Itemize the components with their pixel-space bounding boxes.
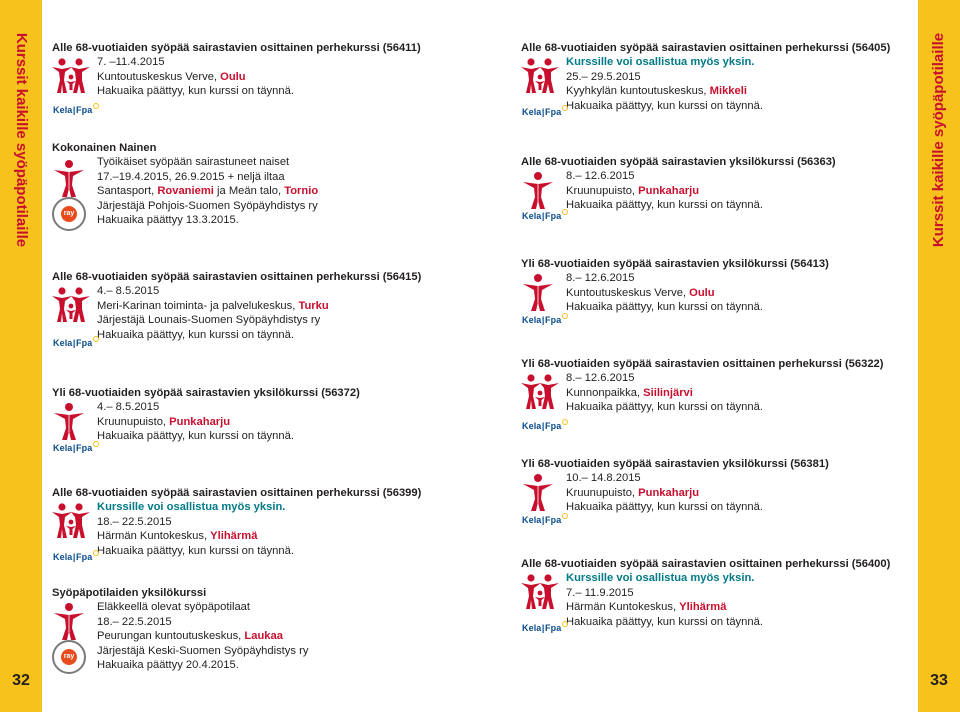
- course-organizer: Järjestäjä Lounais-Suomen Syöpäyhdistys ry: [97, 314, 321, 327]
- course-deadline: Hakuaika päättyy 13.3.2015.: [97, 214, 239, 227]
- course-dates: 25.– 29.5.2015: [566, 70, 641, 83]
- course-title: Yli 68-vuotiaiden syöpää sairastavien osittainen perhekurssi (56322): [521, 358, 884, 370]
- course-dates: 7. –11.4.2015: [97, 56, 165, 69]
- family-icon: [52, 57, 92, 101]
- course-entry-56405: Alle 68-vuotiaiden syöpää sairastavien osittainen perhekurssi (56405) Kela|Fpa Kurssille voi osallistua myös yksin. 25.– 29.5.2015 Kyyhkylän kuntoutuskeskus, Mikkeli Hakuaika päättyy, kun kurssi on täynnä.: [521, 42, 891, 117]
- fpa-text: Fpa: [545, 315, 562, 325]
- person-icon: [521, 273, 555, 317]
- fpa-text: Fpa: [545, 211, 562, 221]
- kela-text: Kela: [522, 211, 542, 221]
- kela-text: Kela: [522, 421, 542, 431]
- course-deadline: Hakuaika päättyy, kun kurssi on täynnä.: [566, 99, 763, 112]
- course-title: Alle 68-vuotiaiden syöpää sairastavien yksilökurssi (56363): [521, 156, 836, 168]
- course-dates: 17.–19.4.2015, 26.9.2015 + neljä iltaa: [97, 170, 285, 183]
- family-icon: [52, 286, 92, 330]
- course-title: Yli 68-vuotiaiden syöpää sairastavien yksilökurssi (56413): [521, 258, 829, 270]
- course-location: Kruunupuisto, Punkaharju: [97, 415, 231, 428]
- page-number-left: 32: [12, 672, 30, 689]
- course-note: Kurssille voi osallistua myös yksin.: [97, 501, 286, 514]
- family-icon: [521, 57, 561, 101]
- course-dates: 18.– 22.5.2015: [97, 515, 172, 528]
- course-deadline: Hakuaika päättyy, kun kurssi on täynnä.: [97, 85, 294, 98]
- course-entry-56400: Alle 68-vuotiaiden syöpää sairastavien osittainen perhekurssi (56400) Kela|Fpa Kurssille voi osallistua myös yksin. 7.– 11.9.2015 Härmän Kuntokeskus, Ylihärmä Hakuaika päättyy, kun kurssi on täynnä.: [521, 558, 891, 633]
- course-title: Yli 68-vuotiaiden syöpää sairastavien yksilökurssi (56381): [521, 458, 829, 470]
- fpa-text: Fpa: [76, 105, 93, 115]
- course-deadline: Hakuaika päättyy, kun kurssi on täynnä.: [97, 328, 294, 341]
- fpa-text: Fpa: [545, 515, 562, 525]
- kela-text: Kela: [53, 552, 73, 562]
- course-location: Kruunupuisto, Punkaharju: [566, 486, 700, 499]
- ray-text: ray: [61, 206, 77, 222]
- course-deadline: Hakuaika päättyy, kun kurssi on täynnä.: [566, 301, 763, 314]
- course-organizer: Järjestäjä Keski-Suomen Syöpäyhdistys ry: [97, 644, 309, 657]
- course-location: Kuntoutuskeskus Verve, Oulu: [97, 70, 246, 83]
- course-note: Kurssille voi osallistua myös yksin.: [566, 572, 755, 585]
- left-side-bar: [0, 0, 42, 712]
- family-icon: [521, 373, 561, 417]
- course-location: Kruunupuisto, Punkaharju: [566, 184, 700, 197]
- course-title: Yli 68-vuotiaiden syöpää sairastavien yksilökurssi (56372): [52, 387, 360, 399]
- kela-text: Kela: [522, 315, 542, 325]
- fpa-text: Fpa: [545, 107, 562, 117]
- fpa-text: Fpa: [76, 338, 93, 348]
- kela-text: Kela: [53, 338, 73, 348]
- course-location: Härmän Kuntokeskus, Ylihärmä: [566, 601, 727, 614]
- fpa-text: Fpa: [76, 552, 93, 562]
- course-location: Santasport, Rovaniemi ja Meän talo, Tornio: [97, 185, 319, 198]
- course-location: Kyyhkylän kuntoutuskeskus, Mikkeli: [566, 85, 747, 98]
- course-title: Alle 68-vuotiaiden syöpää sairastavien osittainen perhekurssi (56415): [52, 271, 422, 283]
- course-location: Meri-Karinan toiminta- ja palvelukeskus, Turku: [97, 299, 329, 312]
- course-title: Alle 68-vuotiaiden syöpää sairastavien osittainen perhekurssi (56411): [52, 42, 421, 54]
- right-side-bar: [918, 0, 960, 712]
- course-dates: 18.– 22.5.2015: [97, 615, 172, 628]
- course-entry-56322: Yli 68-vuotiaiden syöpää sairastavien osittainen perhekurssi (56322) Kela|Fpa 8.– 12.6.2015 Kunnonpaikka, Siilinjärvi Hakuaika päättyy, kun kurssi on täynnä.: [521, 358, 884, 431]
- course-deadline: Hakuaika päättyy, kun kurssi on täynnä.: [566, 501, 763, 514]
- course-entry-56413: Yli 68-vuotiaiden syöpää sairastavien yksilökurssi (56413) Kela|Fpa 8.– 12.6.2015 Kuntoutuskeskus Verve, Oulu Hakuaika päättyy, kun kurssi on täynnä.: [521, 258, 829, 325]
- kela-text: Kela: [53, 105, 73, 115]
- course-title: Kokonainen Nainen: [52, 142, 157, 154]
- fpa-text: Fpa: [545, 421, 562, 431]
- course-audience: Eläkkeellä olevat syöpäpotilaat: [97, 601, 250, 614]
- course-deadline: Hakuaika päättyy, kun kurssi on täynnä.: [566, 615, 763, 628]
- kela-text: Kela: [53, 443, 73, 453]
- course-title: Alle 68-vuotiaiden syöpää sairastavien osittainen perhekurssi (56400): [521, 558, 891, 570]
- course-deadline: Hakuaika päättyy, kun kurssi on täynnä.: [566, 199, 763, 212]
- course-entry-56372: Yli 68-vuotiaiden syöpää sairastavien yksilökurssi (56372) Kela|Fpa 4.– 8.5.2015 Kruunupuisto, Punkaharju Hakuaika päättyy, kun kurssi on täynnä.: [52, 387, 360, 453]
- course-organizer: Järjestäjä Pohjois-Suomen Syöpäyhdistys ry: [97, 199, 318, 212]
- page-number-right: 33: [930, 672, 948, 689]
- course-location: Peurungan kuntoutuskeskus, Laukaa: [97, 630, 283, 643]
- person-icon: [52, 402, 86, 446]
- course-location: Härmän Kuntokeskus, Ylihärmä: [97, 530, 258, 543]
- course-dates: 7.– 11.9.2015: [566, 586, 634, 599]
- family-icon: [52, 502, 92, 546]
- course-dates: 8.– 12.6.2015: [566, 372, 635, 385]
- ray-text: ray: [61, 649, 77, 665]
- kela-text: Kela: [522, 515, 542, 525]
- course-location: Kuntoutuskeskus Verve, Oulu: [566, 286, 715, 299]
- course-title: Alle 68-vuotiaiden syöpää sairastavien osittainen perhekurssi (56405): [521, 42, 891, 54]
- course-entry-56415: Alle 68-vuotiaiden syöpää sairastavien osittainen perhekurssi (56415) Kela|Fpa 4.– 8.5.2015 Meri-Karinan toiminta- ja palvelukeskus, Turku Järjestäjä Lounais-Suomen Syöpäyhdistys ry Hakuaika päättyy, kun kurssi on täynnä.: [52, 271, 422, 348]
- course-dates: 4.– 8.5.2015: [97, 285, 160, 298]
- kela-text: Kela: [522, 623, 542, 633]
- fpa-text: Fpa: [545, 623, 562, 633]
- course-audience: Työikäiset syöpään sairastuneet naiset: [97, 156, 290, 169]
- course-dates: 8.– 12.6.2015: [566, 170, 635, 183]
- course-deadline: Hakuaika päättyy, kun kurssi on täynnä.: [566, 401, 763, 414]
- right-side-title: Kurssit kaikille syöpäpotilaille: [930, 32, 947, 248]
- person-icon: [521, 473, 555, 517]
- kela-text: Kela: [522, 107, 542, 117]
- course-entry-syopapotilaiden-yksilokurssi: [52, 586, 308, 672]
- course-dates: 8.– 12.6.2015: [566, 272, 635, 285]
- course-location: Kunnonpaikka, Siilinjärvi: [566, 386, 693, 399]
- course-entry-kokonainen-nainen: [52, 141, 318, 227]
- course-dates: 4.– 8.5.2015: [97, 401, 160, 414]
- course-note: Kurssille voi osallistua myös yksin.: [566, 56, 755, 69]
- course-entry-56399: Alle 68-vuotiaiden syöpää sairastavien osittainen perhekurssi (56399) Kela|Fpa Kurssille voi osallistua myös yksin. 18.– 22.5.2015 Härmän Kuntokeskus, Ylihärmä Hakuaika päättyy, kun kurssi on täynnä.: [52, 487, 422, 562]
- course-title: Syöpäpotilaiden yksilökurssi: [52, 587, 207, 599]
- course-title: Alle 68-vuotiaiden syöpää sairastavien osittainen perhekurssi (56399): [52, 487, 422, 499]
- fpa-text: Fpa: [76, 443, 93, 453]
- family-icon: [521, 573, 561, 617]
- course-entry-56381: Yli 68-vuotiaiden syöpää sairastavien yksilökurssi (56381) Kela|Fpa 10.– 14.8.2015 Kruunupuisto, Punkaharju Hakuaika päättyy, kun kurssi on täynnä.: [521, 458, 829, 525]
- course-deadline: Hakuaika päättyy, kun kurssi on täynnä.: [97, 430, 294, 443]
- course-entry-56411: Alle 68-vuotiaiden syöpää sairastavien osittainen perhekurssi (56411) Kela|Fpa 7. –11.4.2015 Kuntoutuskeskus Verve, Oulu Hakuaika päättyy, kun kurssi on täynnä.: [52, 42, 421, 115]
- course-deadline: Hakuaika päättyy, kun kurssi on täynnä.: [97, 544, 294, 557]
- course-entry-56363: Alle 68-vuotiaiden syöpää sairastavien yksilökurssi (56363) Kela|Fpa 8.– 12.6.2015 Kruunupuisto, Punkaharju Hakuaika päättyy, kun kurssi on täynnä.: [521, 156, 836, 221]
- course-dates: 10.– 14.8.2015: [566, 472, 641, 485]
- left-side-title: Kurssit kaikille syöpäpotilaille: [13, 32, 30, 248]
- course-deadline: Hakuaika päättyy 20.4.2015.: [97, 659, 239, 672]
